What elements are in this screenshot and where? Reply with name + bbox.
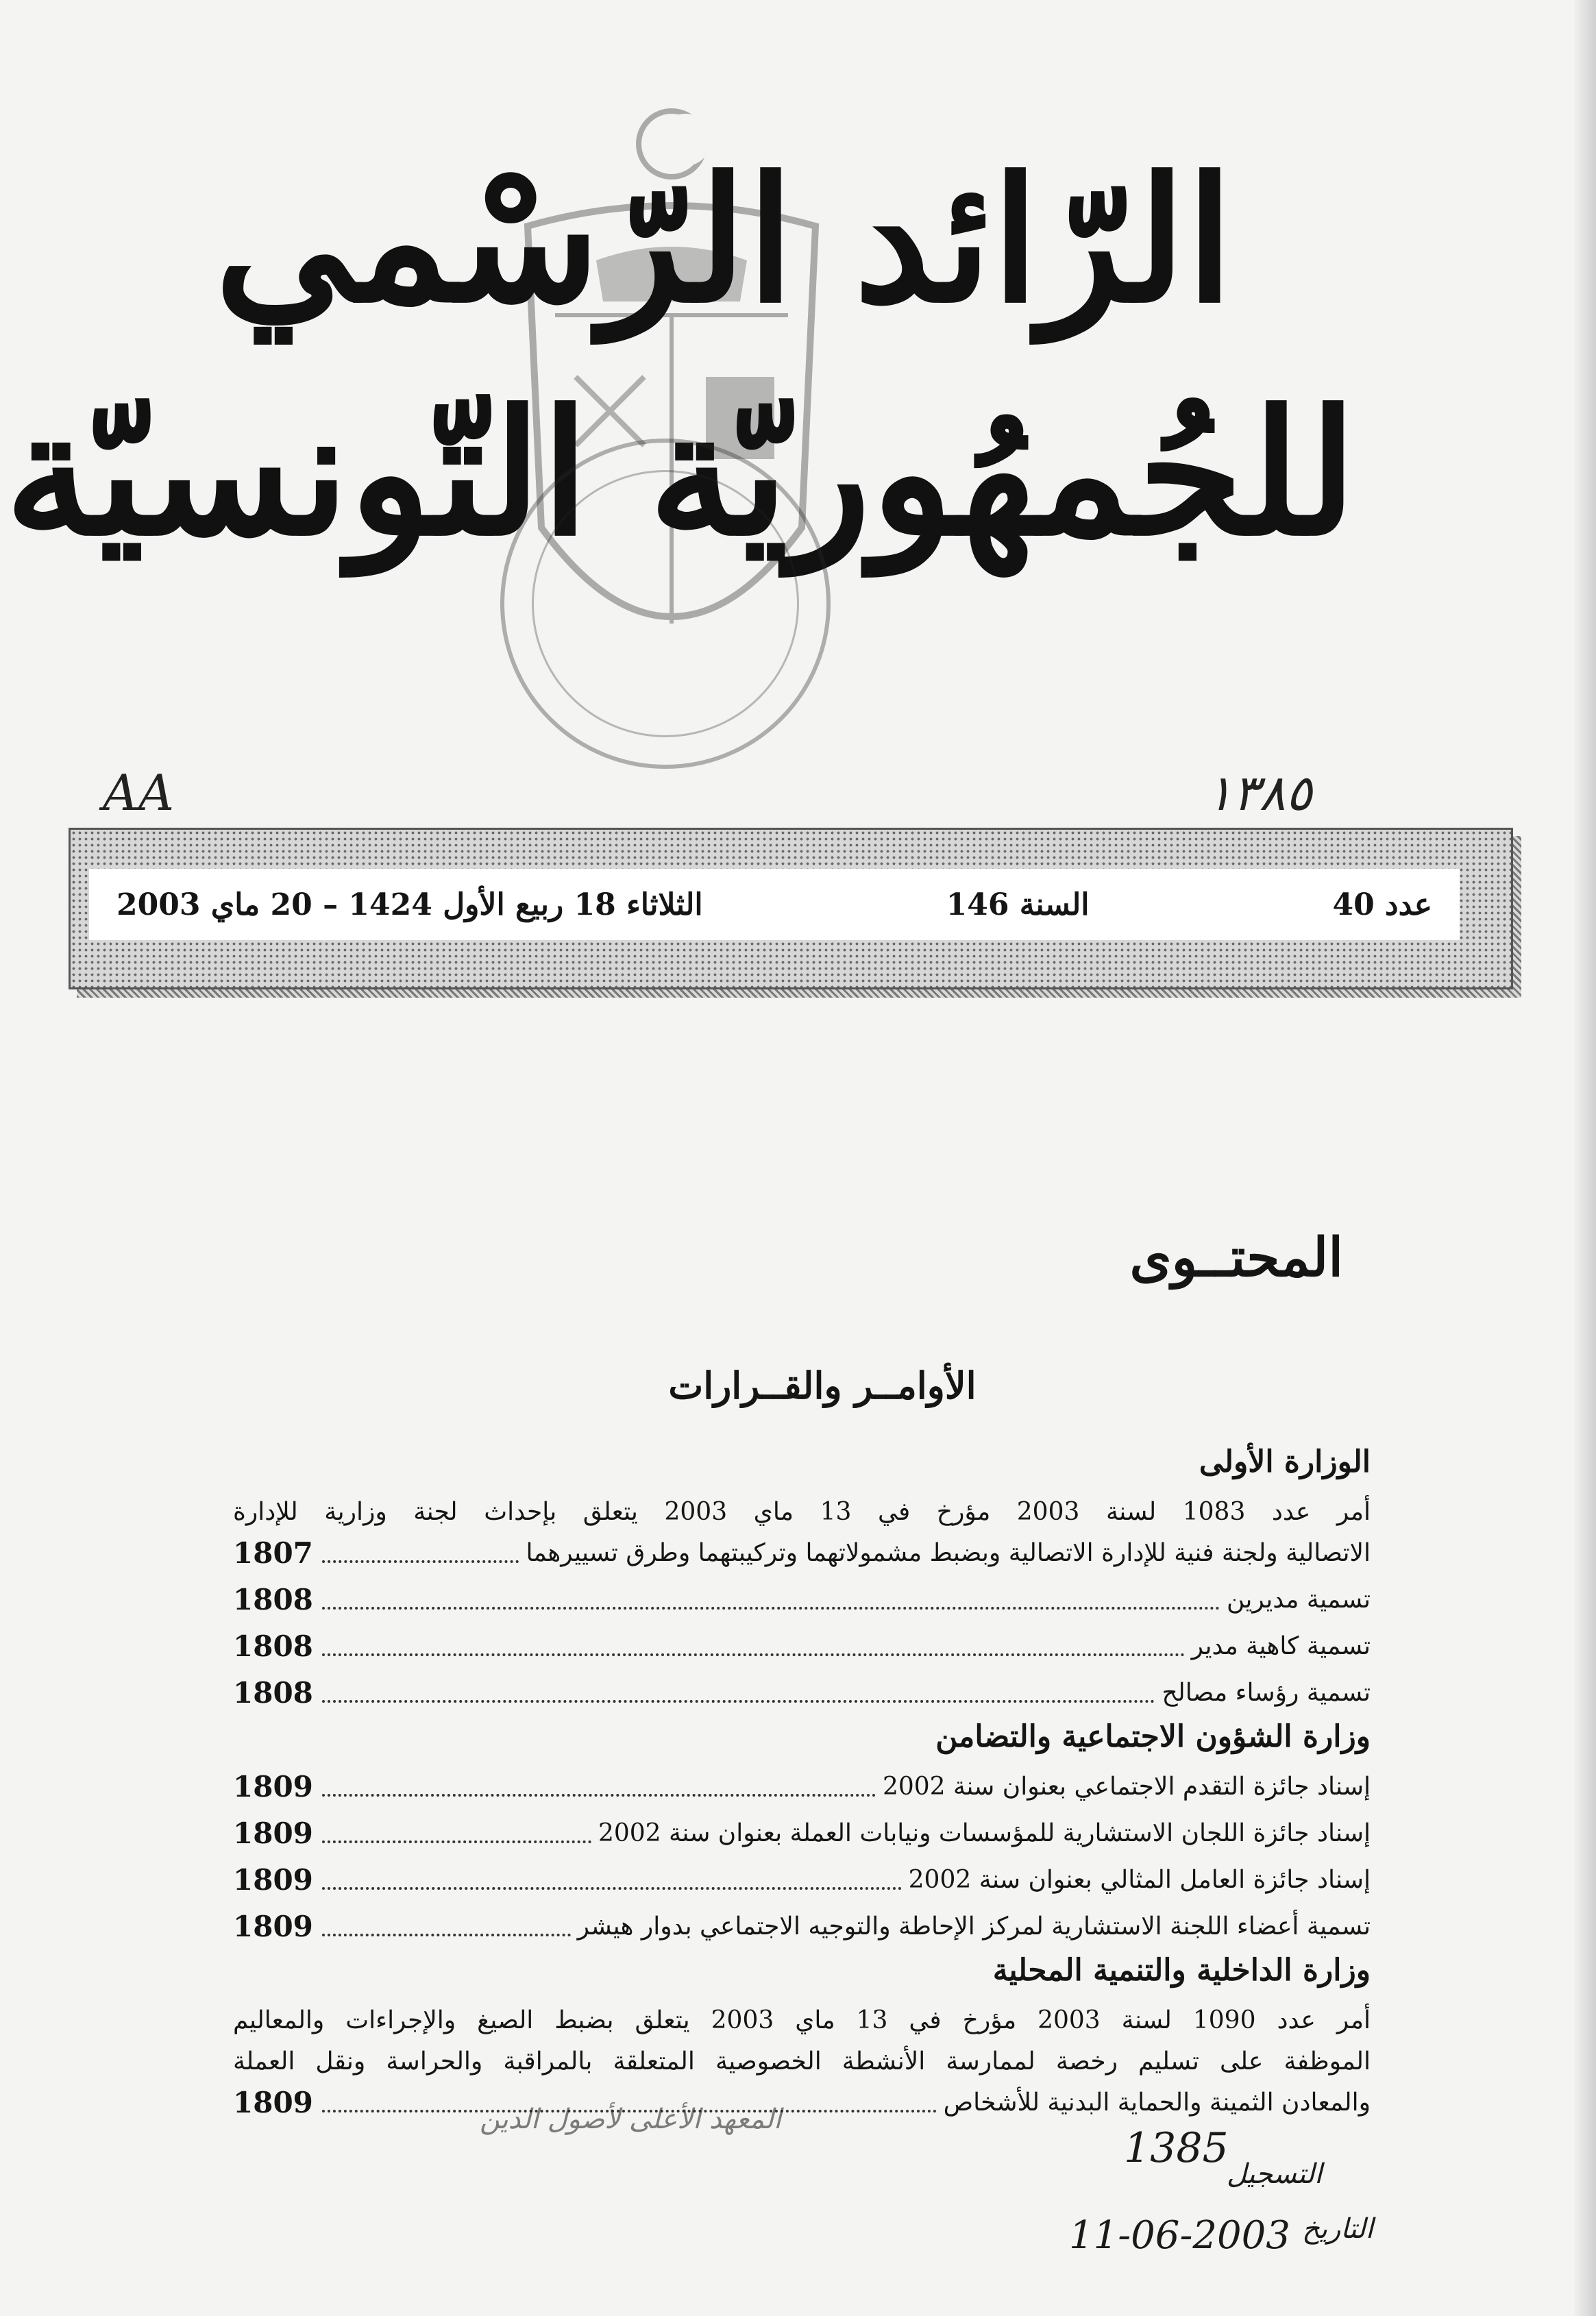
entry-text-line: أمر عدد 1083 لسنة 2003 مؤرخ في 13 ماي 2003 يتعلق بإحداث لجنة وزارية للإدارة (233, 1498, 1371, 1526)
page-number: 1809 (233, 1770, 313, 1803)
list-item[interactable] (233, 1766, 1371, 1808)
dot-leader (322, 1653, 1185, 1656)
page-number: 1809 (233, 1816, 313, 1850)
entry-text-line: والمعادن الثمينة والحماية البدنية للأشخاص (943, 2089, 1371, 2117)
handwritten-mark-right: ١٣٨٥ (1206, 764, 1312, 822)
page-edge-shadow (1573, 0, 1596, 2316)
entry-text: إسناد جائزة اللجان الاستشارية للمؤسسات ونيابات العملة بعنوان سنة 2002 (598, 1819, 1371, 1847)
list-item[interactable] (233, 1673, 1371, 1714)
publication-year: السنة 146 (946, 887, 1090, 922)
page-number: 1809 (233, 1910, 313, 1943)
ministry-heading: وزارة الداخلية والتنمية المحلية (992, 1953, 1371, 1988)
list-item[interactable] (233, 1492, 1371, 1574)
issue-number: عدد 40 (1332, 887, 1432, 922)
list-item[interactable] (233, 1906, 1371, 1947)
list-item[interactable] (233, 1813, 1371, 1854)
masthead-title-line1: الرّائد الرّسْمي (214, 139, 1233, 341)
registration-date: 11-06-2003 (1069, 2213, 1290, 2258)
dot-leader (322, 1560, 519, 1563)
entry-text: إسناد جائزة العامل المثالي بعنوان سنة 2002 (908, 1866, 1371, 1894)
section-title: الأوامــر والقــرارات (668, 1364, 977, 1407)
list-item[interactable] (233, 1860, 1371, 1901)
handwritten-mark-left: AA (103, 764, 174, 822)
dot-leader (322, 1887, 902, 1890)
ministry-heading: وزارة الشؤون الاجتماعية والتضامن (935, 1719, 1371, 1754)
dot-leader (322, 1840, 591, 1843)
page-number: 1809 (233, 1863, 313, 1897)
list-item[interactable] (233, 1579, 1371, 1621)
entry-text: تسمية أعضاء اللجنة الاستشارية لمركز الإحاطة والتوجيه الاجتماعي بدوار هيشر (577, 1912, 1371, 1941)
registration-stamp-label: التسجيل (1227, 2158, 1323, 2190)
table-of-contents (233, 1439, 1371, 2129)
list-item[interactable] (233, 2000, 1371, 2123)
entry-text: تسمية رؤساء مصالح (1162, 1679, 1371, 1707)
entry-text: تسمية كاهية مدير (1191, 1632, 1371, 1660)
dot-leader (322, 1934, 571, 1936)
entry-text-line: أمر عدد 1090 لسنة 2003 مؤرخ في 13 ماي 2003 يتعلق بضبط الصيغ والإجراءات والمعاليم (233, 2006, 1371, 2034)
dot-leader (322, 1700, 1155, 1703)
header-band-content (89, 869, 1460, 940)
list-item[interactable] (233, 1626, 1371, 1667)
page-number: 1809 (233, 2086, 313, 2119)
page-number: 1808 (233, 1676, 313, 1710)
registration-stamp-institution: المعهد الأعلى لأصول الدين (480, 2104, 782, 2135)
ministry-heading: الوزارة الأولى (1199, 1444, 1371, 1479)
dot-leader (322, 1607, 1220, 1610)
contents-title: المحتــوى (1129, 1227, 1343, 1289)
registration-date-label: التاريخ (1302, 2213, 1373, 2245)
registration-number: 1385 (1124, 2124, 1229, 2172)
page-number: 1808 (233, 1629, 313, 1663)
entry-text-line: الموظفة على تسليم رخصة لممارسة الأنشطة الخصوصية المتعلقة بالمراقبة والحراسة ونقل العملة (233, 2047, 1371, 2075)
page-number: 1808 (233, 1583, 313, 1616)
entry-text: إسناد جائزة التقدم الاجتماعي بعنوان سنة 2002 (882, 1773, 1371, 1801)
entry-text-line: الاتصالية ولجنة فنية للإدارة الاتصالية وبضبط مشمولاتهما وتركيبتهما وطرق تسييرهما (526, 1539, 1371, 1567)
entry-text: تسمية مديرين (1226, 1586, 1371, 1614)
dot-leader (322, 1794, 876, 1797)
masthead-title-line2: للجُمهُوريّة التّونسيّة (5, 372, 1357, 574)
circular-library-stamp-icon (500, 439, 831, 769)
issue-date: الثلاثاء 18 ربيع الأول 1424 – 20 ماي 2003 (116, 887, 703, 922)
page-number: 1807 (233, 1536, 313, 1570)
